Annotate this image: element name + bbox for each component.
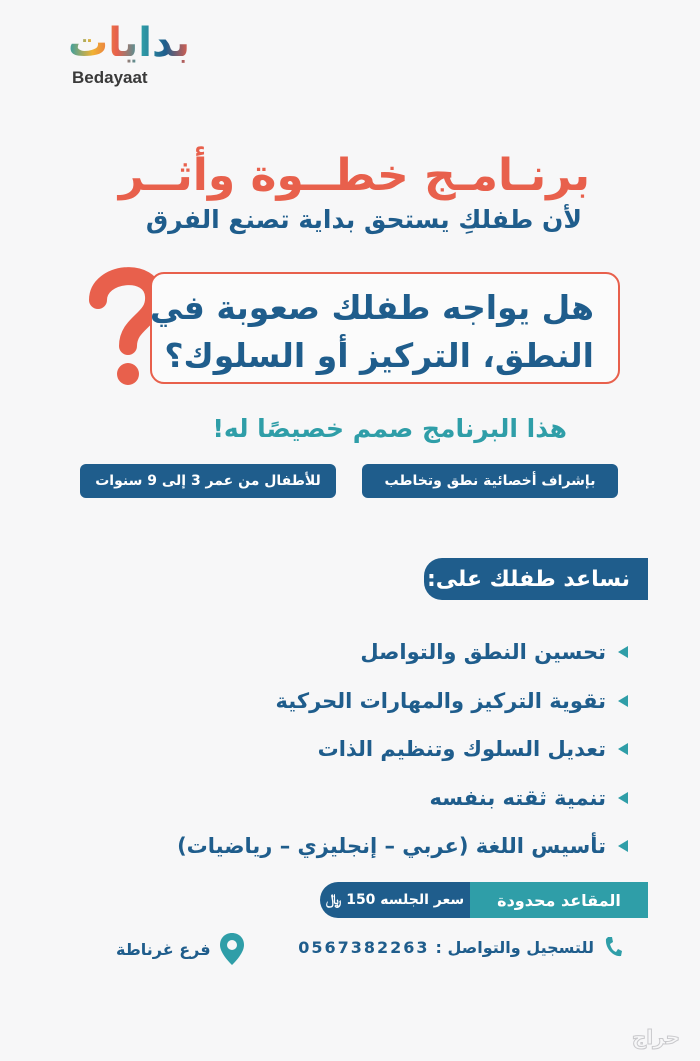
- location-pin-icon: [219, 932, 245, 966]
- branch-label: فرع غرناطة: [116, 939, 211, 959]
- help-list: [177, 628, 628, 871]
- list-item-label: تنمية ثقته بنفسه: [429, 785, 606, 810]
- help-header: نساعد طفلك على:: [424, 558, 648, 600]
- triangle-bullet-icon: [618, 695, 628, 707]
- program-title: برنـامـج خطــوة وأثــر: [118, 150, 590, 201]
- list-item-label: تعديل السلوك وتنظيم الذات: [317, 737, 606, 762]
- list-item: [188, 628, 628, 677]
- supervision-badge: بإشراف أخصائية نطق وتخاطب: [362, 464, 618, 498]
- program-subtitle: لأن طفلكِ يستحق بداية تصنع الفرق: [145, 205, 582, 234]
- list-item-label: تقوية التركيز والمهارات الحركية: [275, 688, 606, 713]
- logo-arabic: [68, 20, 190, 66]
- logo-latin: Bedayaat: [72, 68, 148, 87]
- triangle-bullet-icon: [618, 743, 628, 755]
- brand-logo: [68, 20, 228, 90]
- list-item: [188, 774, 628, 823]
- age-badge: للأطفال من عمر 3 إلى 9 سنوات: [80, 464, 336, 498]
- question-box: [150, 272, 620, 384]
- branch-row: [116, 932, 245, 966]
- triangle-bullet-icon: [618, 792, 628, 804]
- list-item: [177, 822, 628, 871]
- limited-seats-label: المقاعد محدودة: [470, 882, 648, 918]
- triangle-bullet-icon: [618, 646, 628, 658]
- list-item-label: تحسين النطق والتواصل: [360, 640, 606, 665]
- question-line-2: النطق، التركيز أو السلوك؟: [164, 336, 594, 375]
- seats-price-bar: [320, 882, 648, 918]
- session-price: سعر الجلسه 150 ﷼: [320, 882, 470, 918]
- contact-row: [298, 936, 622, 958]
- tagline: هذا البرنامج صمم خصيصًا له!: [212, 414, 567, 443]
- haraj-watermark: [562, 1022, 682, 1052]
- list-item: [188, 677, 628, 726]
- logo-word-text: بدايات: [68, 20, 191, 66]
- phone-icon: [604, 936, 622, 958]
- question-text: [149, 284, 594, 380]
- contact-label: للتسجيل والتواصل :: [435, 937, 594, 957]
- list-item: [188, 725, 628, 774]
- triangle-bullet-icon: [618, 840, 628, 852]
- question-line-1: هل يواجه طفلك صعوبة في: [149, 288, 594, 327]
- phone-number[interactable]: 0567382263: [298, 937, 430, 957]
- watermark-text: حراج: [631, 1025, 680, 1049]
- list-item-label: تأسيس اللغة (عربي – إنجليزي – رياضيات): [177, 834, 606, 859]
